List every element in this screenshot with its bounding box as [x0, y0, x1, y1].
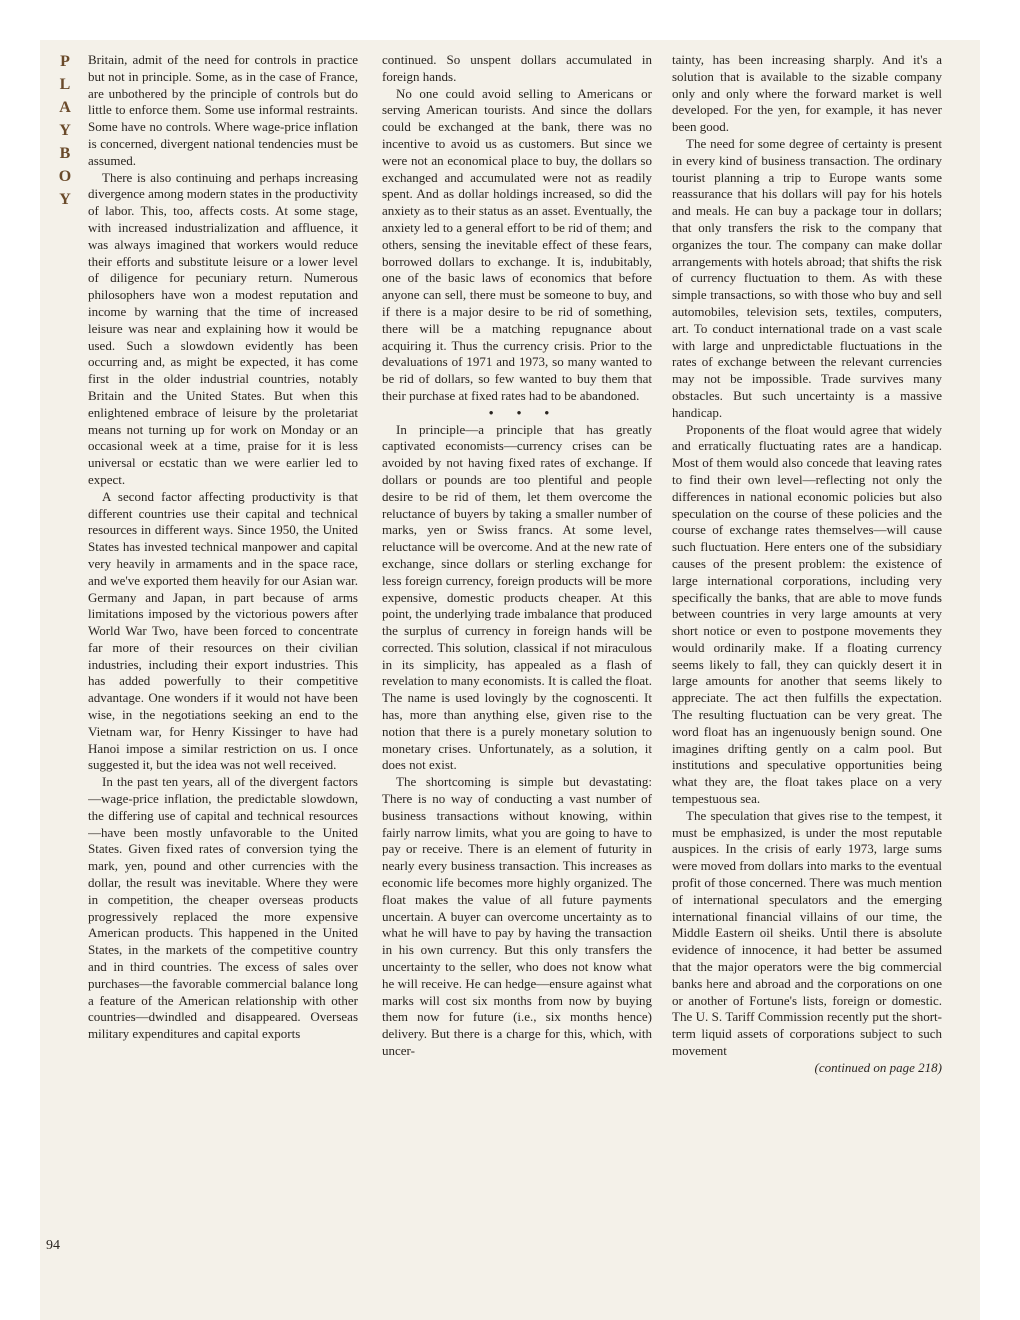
paragraph: The shortcoming is simple but devastating: There is no way of conducting a vast number of business transactions without knowing, within fairly narrow limits, what you are going to have to pay or receive. There is an element of futurity in nearly every business transaction. This increases as economic life becomes more highly organized. The float makes the value of all future payments uncertain. A buyer can overcome uncertainty as to what he will have to pay by having the transaction in his own currency. But this only transfers the uncertainty to the seller, who does not know what he will receive. He can hedge—ensure against what marks will cost six months from now by buying them now for future (i.e., six months hence) delivery. But there is a charge for this, which, with uncer- [382, 774, 652, 1059]
paragraph: No one could avoid selling to Americans or serving American tourists. And since the dollars could be exchanged at the bank, there was no incentive to avoid us as customers. But since we were not an economical place to buy, the dollars so exchanged and accumulated were not as readily spent. And as dollar holdings increased, so did the anxiety as to their status as an asset. Eventually, the anxiety led to a general effort to be rid of them; and others, sensing the inevitable effect of these fears, borrowed dollars to exchange. It is, indubitably, one of the basic laws of economics that before anyone can sell, there must be someone to buy, and if there is a major desire to be rid of something, there will be a matching repugnance about acquiring it. Thus the currency crisis. Prior to the devaluations of 1971 and 1973, so many wanted to be rid of dollars, so few wanted to buy them that their purchase at fixed rates had to be abandoned. [382, 85, 652, 403]
running-head-letter: O [58, 168, 72, 185]
paragraph: Proponents of the float would agree that widely and erratically fluctuating rates are a handicap. Most of them would also concede that leaving rates to find their own level—reflecting not only the differences in national economic policies but also speculation on the course of these policies and the course of exchange rates themselves—will cause such fluctuation. Here enters one of the subsidiary causes of the present problem: the existence of large international corporations, including very specifically the banks, that are able to move funds between countries in very large amounts at very short notice or even to postpone movements they would ordinarily make. If a floating currency seems likely to fall, they can quickly desert it in large amounts for another that seems likely to appreciate. The act then fulfills the expectation. The resulting fluctuation can be very great. The word float has an ingenuously benign sound. One imagines drifting gently on a calm pool. But institutions and speculative opportunities being what they are, the float takes place on a very tempestuous sea. [672, 421, 942, 807]
page-number: 94 [46, 1238, 60, 1253]
paragraph: A second factor affecting productivity is that different countries use their capital and technical resources in different ways. Since 1950, the United States has invested technical manpower and capital very heavily in armaments and in the space race, and we've exported them heavily for our Asian war. Germany and Japan, in part because of arms limitations imposed by the victorious powers after World War Two, have been forced to concentrate far more of their resources on their civilian industries, including their export industries. This has added powerfully to their competitive advantage. One wonders if it would not have been wise, in the negotiations seeking an end to the Vietnam war, for Henry Kissinger to have had Hanoi impose a similar restriction on us. I once suggested it, but the idea was not well received. [88, 488, 358, 773]
paragraph: Britain, admit of the need for controls in practice but not in principle. Some, as in the case of France, are unbothered by the principle of controls but do little to enforce them. Some use informal restraints. Some have no controls. Where wage-price inflation is concerned, divergent national tendencies must be assumed. [88, 52, 358, 168]
text-column-1 [88, 52, 358, 1267]
paragraph: There is also continuing and perhaps increasing divergence among modern states in the productivity of labor. This, too, affects costs. At some stage, with increased industrialization and affluence, it was always imagined that workers would reduce their efforts and substitute leisure or a lower level of diligence for pecuniary return. Numerous philosophers have won a modest reputation and income by warning that the time of increased leisure was near and explaining how it would be used. Such a slowdown evidently has been occurring and, as might be expected, it has come first in the older industrial countries, notably Britain and the United States. But when this enlightened embrace of leisure by the proletariat means not turning up for work on Monday or an occasional week at a time, praise for it is less universal or ecstatic than we were earlier led to expect. [88, 169, 358, 487]
paragraph: continued. So unspent dollars accumulated in foreign hands. [382, 52, 652, 84]
running-head-letter: A [59, 99, 71, 116]
paragraph: In the past ten years, all of the divergent factors—wage-price inflation, the predictable slowdown, the differing use of capital and technical resources—have been mostly unfavorable to the United States. Given fixed rates of conversion tying the mark, yen, pound and other currencies with the dollar, the result was inevitable. Where they were in competition, the cheaper overseas products progressively replaced the more expensive American products. This happened in the United States, in the markets of the competitive country and in third countries. The excess of sales over purchases—the favorable commercial balance long a feature of the American relationship with other countries—dwindled and disappeared. Overseas military expenditures and capital exports [88, 774, 358, 1042]
running-head-letter: L [59, 76, 71, 93]
running-head [50, 50, 80, 211]
paragraph: The speculation that gives rise to the tempest, it must be emphasized, is under the most reputable auspices. In the crisis of early 1973, large sums were moved from dollars into marks to the eventual profit of those concerned. There was much mention of international speculators and the emerging international financial villains of our time, the Middle Eastern oil sheiks. Until there is absolute evidence of innocence, it had better be assumed that the major operators were the big commercial banks here and abroad and the corporations on one or another of Fortune's lists, foreign or domestic. The U. S. Tariff Commission recently put the short-term liquid assets of corporations subject to such movement [672, 807, 942, 1059]
paragraph: tainty, has been increasing sharply. And it's a solution that is available to the sizable company only and only where the forward market is well developed. For the yen, for example, it has never been good. [672, 52, 942, 135]
paragraph: The need for some degree of certainty is present in every kind of business transaction. The ordinary tourist planning a trip to Europe wants some reassurance that his dollars will pay for his hotels and meals. He can buy a package tour in dollars; that only transfers the risk to the company that organizes the tour. The company can make dollar arrangements with hotels abroad; that shifts the risk of currency fluctuation to them. As with these simple transactions, so with those who buy and sell automobiles, television sets, textiles, computers, art. To conduct international trade on a vast scale with large and unpredictable fluctuations in the rates of exchange between the relevant currencies may not be impossible. Trade survives many obstacles. But such uncertainty is a massive handicap. [672, 135, 942, 420]
running-head-letter: Y [59, 122, 71, 139]
continued-note: (continued on page 218) [814, 1059, 942, 1075]
running-head-letter: Y [59, 191, 71, 208]
running-head-letter: B [59, 145, 71, 162]
running-head-letter: P [60, 53, 70, 70]
magazine-page [40, 40, 980, 1320]
text-column-3 [672, 52, 942, 1267]
section-separator: • • • [488, 404, 560, 420]
text-column-2 [382, 52, 652, 1267]
paragraph: In principle—a principle that has greatly captivated economists—currency crises can be avoided by not having fixed rates of exchange. If dollars or pounds are too plentiful and people desire to be rid of them, let them overcome the reluctance of buyers by taking a smaller number of marks, yen or Swiss francs. At some level, reluctance will be overcome. And at the new rate of exchange, since dollars or sterling exchange for less foreign currency, foreign products will be more expensive, domestic products cheaper. At this point, the underlying trade imbalance that produced the surplus of currency in foreign hands will be corrected. This solution, classical if not miraculous in its simplicity, has appealed as a flash of revelation to many economists. It is called the float. The name is used lovingly by the cognoscenti. It has, more than anything else, given rise to the notion that there is a purely monetary solution to monetary crises. Unfortunately, as a solution, it does not exist. [382, 421, 652, 773]
